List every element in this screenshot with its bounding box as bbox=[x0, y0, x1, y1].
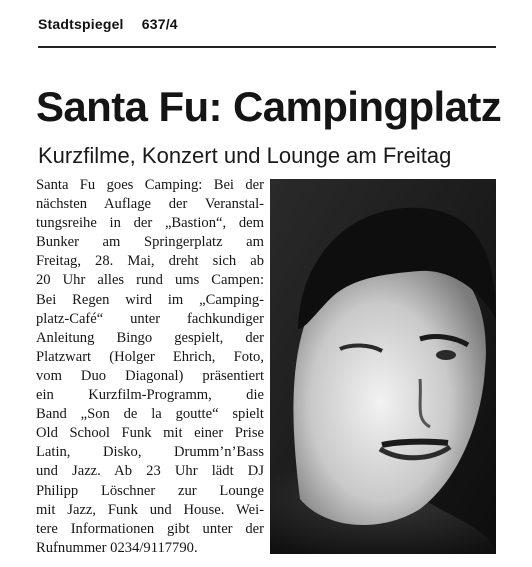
body-line: tere Informationen gibt unter der bbox=[36, 520, 264, 537]
eye-shape bbox=[436, 350, 456, 360]
body-line: Platzwart (Holger Ehrich, Foto, bbox=[36, 348, 264, 365]
body-line: Anleitung Bingo gespielt, der bbox=[36, 329, 264, 346]
publication-name: Stadtspiegel bbox=[38, 16, 124, 32]
article-subheadline: Kurzfilme, Konzert und Lounge am Freitag bbox=[38, 143, 452, 168]
body-line: und Jazz. Ab 23 Uhr lädt DJ bbox=[36, 463, 264, 480]
article-headline: Santa Fu: Campingplatz bbox=[36, 83, 502, 130]
portrait-illustration bbox=[270, 179, 496, 554]
body-line: 20 Uhr alles rund ums Campen: bbox=[36, 272, 264, 289]
page-header bbox=[38, 16, 178, 32]
body-line: Bunker am Springerplatz am bbox=[36, 234, 264, 251]
body-line: vom Duo Diagonal) präsentiert bbox=[36, 367, 264, 384]
body-line: nächsten Auflage der Veranstal- bbox=[36, 196, 264, 213]
body-line: Latin, Disko, Drumm’n’Bass bbox=[36, 444, 264, 461]
article-body bbox=[36, 176, 264, 558]
body-line: Freitag, 28. Mai, dreht sich ab bbox=[36, 253, 264, 270]
mustache-shape bbox=[382, 442, 448, 445]
header-rule bbox=[38, 46, 496, 48]
body-line: mit Jazz, Funk und House. Wei- bbox=[36, 501, 264, 518]
body-line: Rufnummer 0234/9117790. bbox=[36, 539, 198, 556]
body-line: Bei Regen wird im „Camping- bbox=[36, 291, 264, 308]
body-line: ein Kurzfilm-Programm, die bbox=[36, 387, 264, 404]
body-line: Philipp Löschner zur Lounge bbox=[36, 482, 264, 499]
body-line: Old School Funk mit einer Prise bbox=[36, 425, 264, 442]
body-line: Santa Fu goes Camping: Bei der bbox=[36, 177, 264, 193]
portrait-photo bbox=[270, 179, 496, 554]
issue-number: 637/4 bbox=[141, 16, 178, 32]
body-line: tungsreihe in der „Bastion“, dem bbox=[36, 215, 264, 232]
body-line: Band „Son de la goutte“ spielt bbox=[36, 406, 264, 423]
body-line: platz-Café“ unter fachkundiger bbox=[36, 310, 264, 327]
